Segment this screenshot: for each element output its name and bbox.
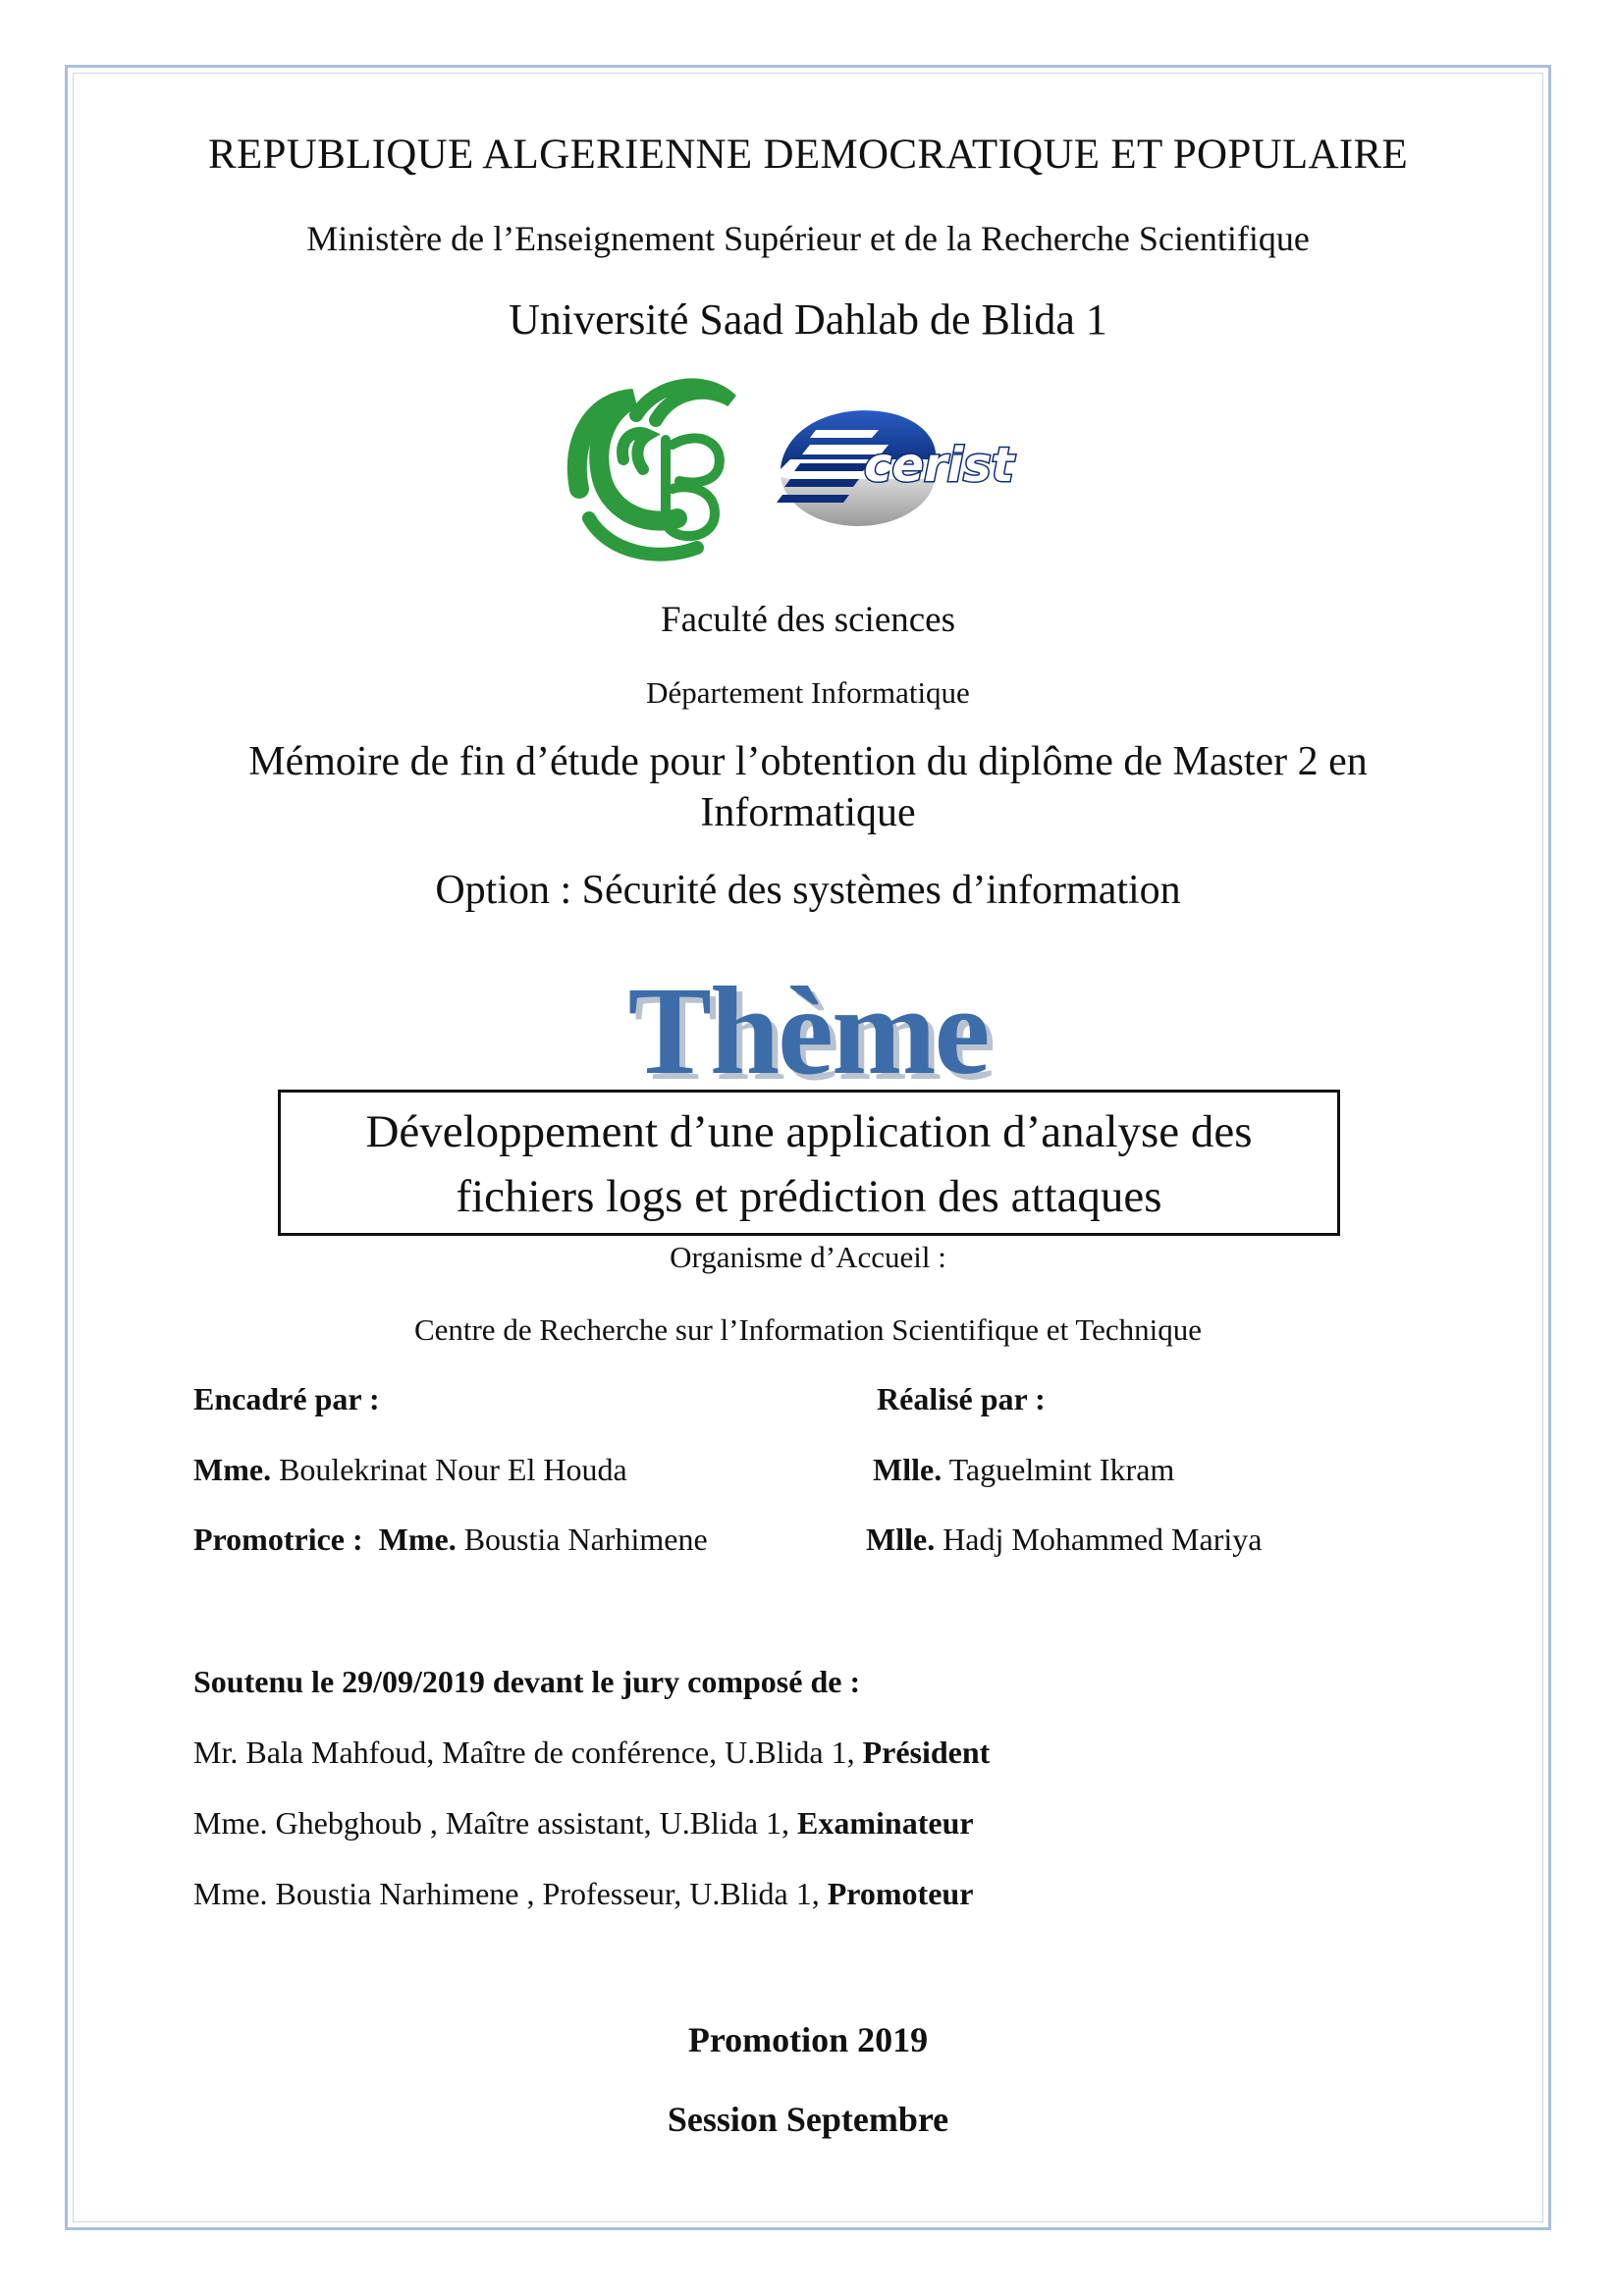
promotrice-title: Mme.	[378, 1522, 457, 1557]
memoire-line-2: Informatique	[700, 790, 916, 835]
subject-line-1: Développement d’une application d’analyse des	[365, 1106, 1253, 1157]
subject-text	[278, 1099, 1340, 1229]
jury-member-3-role: Promoteur	[827, 1876, 974, 1911]
realise-label: Réalisé par :	[877, 1381, 1046, 1416]
host-organization-label: Organisme d’Accueil :	[670, 1240, 946, 1274]
student-1-title: Mlle.	[873, 1452, 943, 1487]
option-line: Option : Sécurité des systèmes d’information	[435, 868, 1181, 913]
theme-title: Thème	[627, 961, 989, 1100]
department-name: Département Informatique	[646, 675, 970, 710]
jury-member-2	[193, 1805, 974, 1842]
svg-text:cerist: cerist	[864, 438, 1014, 493]
jury-heading: Soutenu le 29/09/2019 devant le jury composé de :	[193, 1664, 861, 1699]
student-1-name: Taguelmint Ikram	[948, 1452, 1175, 1487]
cerist-logo-icon	[771, 400, 1055, 538]
ministry-title: Ministère de l’Enseignement Supérieur et de la Recherche Scientifique	[306, 219, 1310, 258]
promotrice-line	[193, 1522, 708, 1558]
promotrice-name: Boustia Narhimene	[463, 1522, 708, 1557]
supervisor-name: Boulekrinat Nour El Houda	[279, 1452, 627, 1487]
jury-member-2-text: Mme. Ghebghoub , Maître assistant, U.Blida 1,	[193, 1805, 798, 1841]
logos-row	[0, 371, 1616, 567]
jury-member-1-role: Président	[862, 1735, 991, 1770]
subject-line-2: fichiers logs et prédiction des attaques	[456, 1171, 1162, 1222]
jury-member-2-role: Examinateur	[797, 1805, 974, 1841]
student-line-1	[873, 1452, 1174, 1488]
supervisor-line	[193, 1452, 627, 1488]
promotrice-label: Promotrice :	[193, 1522, 363, 1557]
memoire-line-1: Mémoire de fin d’étude pour l’obtention du diplôme de Master 2 en	[248, 739, 1368, 784]
jury-member-3-text: Mme. Boustia Narhimene , Professeur, U.Blida 1,	[193, 1876, 828, 1911]
republic-title: REPUBLIQUE ALGERIENNE DEMOCRATIQUE ET POPULAIRE	[207, 132, 1409, 178]
university-title: Université Saad Dahlab de Blida 1	[509, 295, 1107, 344]
jury-member-1-text: Mr. Bala Mahfoud, Maître de conférence, U.Blida 1,	[193, 1735, 863, 1770]
memoire-heading	[0, 736, 1616, 838]
jury-member-1	[193, 1735, 990, 1771]
student-2-name: Hadj Mohammed Mariya	[943, 1522, 1263, 1557]
host-organization-name: Centre de Recherche sur l’Information Scientifique et Technique	[413, 1312, 1203, 1347]
jury-member-3	[193, 1876, 973, 1912]
student-2-title: Mlle.	[866, 1522, 936, 1557]
university-blida-logo-icon	[550, 371, 756, 567]
supervisor-title: Mme.	[193, 1452, 272, 1487]
encadre-label: Encadré par :	[193, 1381, 380, 1416]
session-label: Session Septembre	[667, 2100, 949, 2139]
promotion-year: Promotion 2019	[687, 2020, 929, 2059]
student-line-2	[866, 1522, 1262, 1558]
faculty-name: Faculté des sciences	[661, 600, 955, 640]
